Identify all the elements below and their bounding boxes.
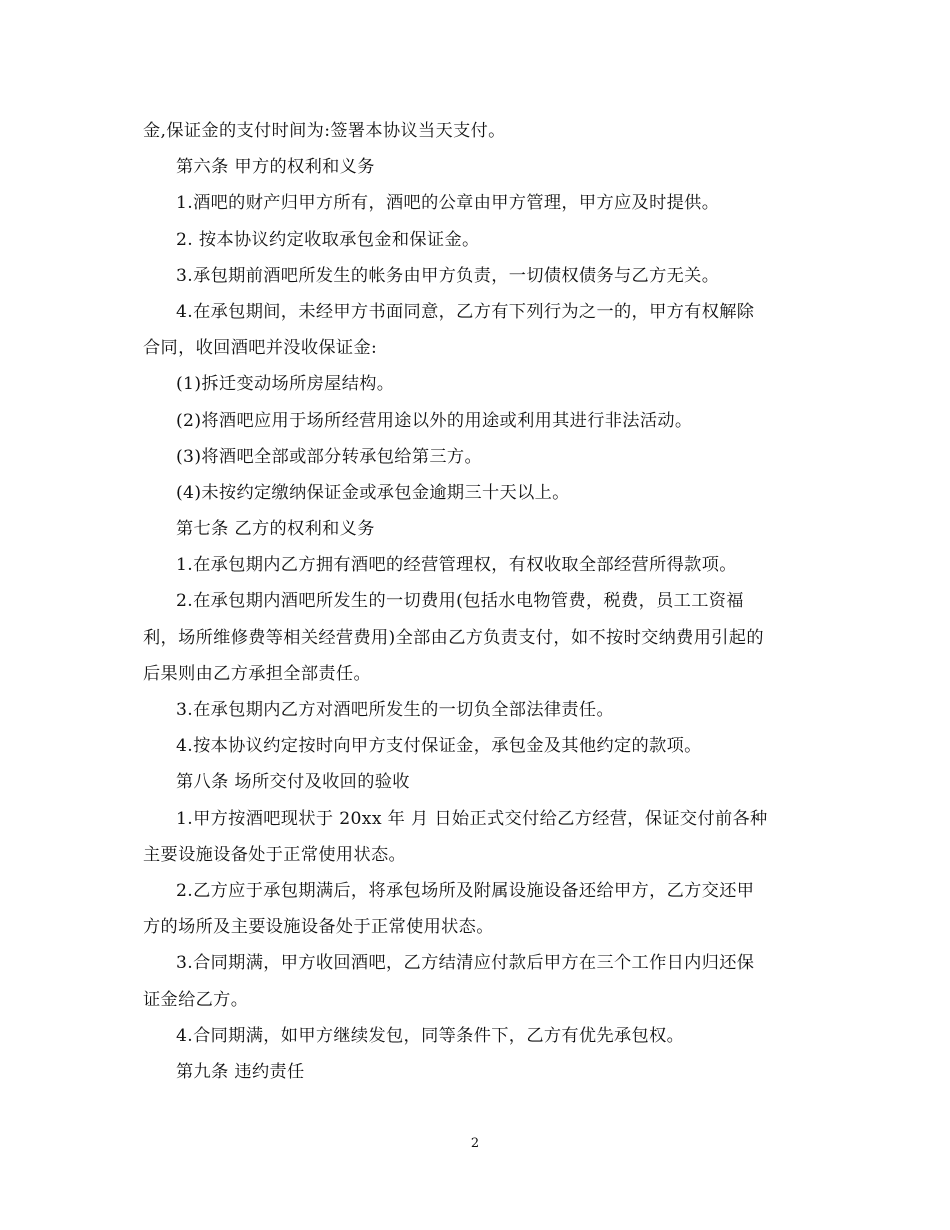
section-heading-article-8: 第八条 场所交付及收回的验收 (176, 772, 410, 793)
text-line: 1.酒吧的财产归甲方所有，酒吧的公章由甲方管理，甲方应及时提供。 (176, 193, 720, 214)
text-line: 3.在承包期内乙方对酒吧所发生的一切负全部法律责任。 (176, 700, 615, 720)
text-line: 2.在承包期内酒吧所发生的一切费用(包括水电物管费，税费，员工工资福 (176, 591, 744, 612)
text-line: (2)将酒吧应用于场所经营用途以外的用途或利用其进行非法活动。 (176, 410, 693, 431)
text-line: 4.合同期满，如甲方继续发包，同等条件下，乙方有优先承包权。 (176, 1025, 685, 1046)
text-line: 4.在承包期间，未经甲方书面同意，乙方有下列行为之一的，甲方有权解除 (176, 301, 755, 322)
text-line: 3.合同期满，甲方收回酒吧，乙方结清应付款后甲方在三个工作日内归还保 (176, 953, 755, 974)
text-line: 1.在承包期内乙方拥有酒吧的经营管理权，有权收取全部经营所得款项。 (176, 555, 737, 576)
text-line: 利，场所维修费等相关经营费用)全部由乙方负责支付，如不按时交纳费用引起的 (143, 627, 764, 648)
text-line: 4.按本协议约定按时向甲方支付保证金，承包金及其他约定的款项。 (176, 736, 702, 757)
section-heading-article-6: 第六条 甲方的权利和义务 (176, 157, 375, 178)
section-heading-article-9: 第九条 违约责任 (176, 1061, 305, 1082)
text-line: (4)未按约定缴纳保证金或承包金逾期三十天以上。 (176, 482, 570, 503)
text-line: 3.承包期前酒吧所发生的帐务由甲方负责，一切债权债务与乙方无关。 (176, 265, 720, 286)
text-line: (1)拆迁变动场所房屋结构。 (176, 374, 395, 395)
text-line: 2.乙方应于承包期满后，将承包场所及附属设施设备还给甲方，乙方交还甲 (176, 880, 755, 901)
text-line: 方的场所及主要设施设备处于正常使用状态。 (143, 917, 494, 938)
text-line: 合同，收回酒吧并没收保证金: (143, 338, 378, 359)
text-line: 2. 按本协议约定收取承包金和保证金。 (176, 229, 480, 250)
document-body (143, 113, 808, 1090)
text-line: (3)将酒吧全部或部分转承包给第三方。 (176, 446, 482, 467)
text-line: 证金给乙方。 (143, 989, 249, 1010)
text-line: 主要设施设备处于正常使用状态。 (143, 844, 407, 865)
text-line: 金,保证金的支付时间为:签署本协议当天支付。 (143, 121, 506, 141)
text-line: 1.甲方按酒吧现状于 20xx 年 月 日始正式交付给乙方经营，保证交付前各种 (176, 808, 768, 829)
section-heading-article-7: 第七条 乙方的权利和义务 (176, 519, 375, 540)
text-line: 后果则由乙方承担全部责任。 (143, 663, 371, 684)
page-number: 2 (470, 1136, 480, 1151)
